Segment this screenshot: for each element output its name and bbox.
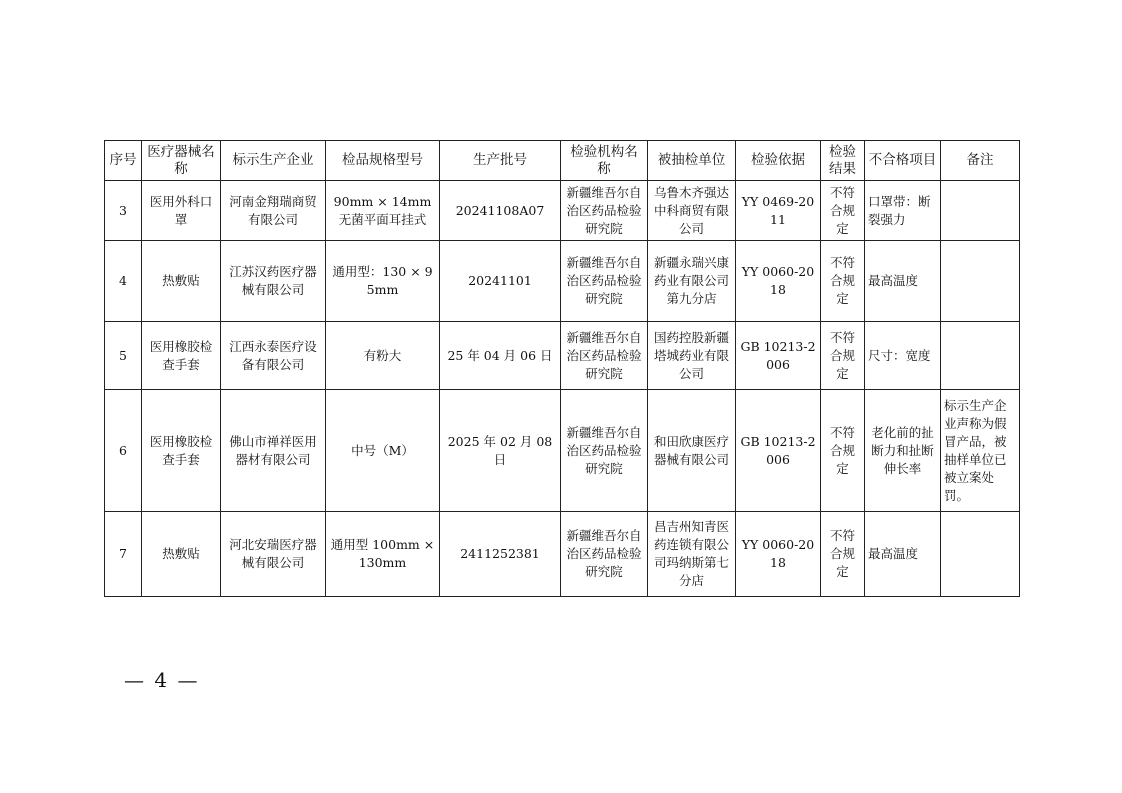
cell-remark: 标示生产企业声称为假冒产品，被抽样单位已被立案处罚。 [941, 390, 1020, 512]
cell-device-name: 热敷贴 [142, 241, 221, 322]
cell-basis: YY 0469-2011 [736, 181, 821, 241]
cell-batch: 2411252381 [440, 512, 561, 597]
cell-basis: GB 10213-2006 [736, 390, 821, 512]
cell-no: 3 [105, 181, 142, 241]
table-header-row [105, 141, 1020, 181]
cell-manufacturer: 佛山市禅祥医用器材有限公司 [221, 390, 326, 512]
header-sampled-unit: 被抽检单位 [648, 141, 736, 181]
cell-spec: 有粉大 [326, 322, 440, 390]
cell-sampled-unit: 乌鲁木齐强达中科商贸有限公司 [648, 181, 736, 241]
cell-failed-item: 老化前的扯断力和扯断伸长率 [865, 390, 941, 512]
table-row [105, 181, 1020, 241]
cell-sampled-unit: 和田欣康医疗器械有限公司 [648, 390, 736, 512]
cell-lab: 新疆维吾尔自治区药品检验研究院 [561, 241, 648, 322]
cell-no: 7 [105, 512, 142, 597]
sampling-results-table [104, 140, 1020, 597]
cell-remark [941, 512, 1020, 597]
cell-result: 不符合规定 [821, 322, 865, 390]
cell-device-name: 医用外科口罩 [142, 181, 221, 241]
cell-batch: 25 年 04 月 06 日 [440, 322, 561, 390]
cell-no: 4 [105, 241, 142, 322]
cell-failed-item: 口罩带：断裂强力 [865, 181, 941, 241]
cell-manufacturer: 河北安瑞医疗器械有限公司 [221, 512, 326, 597]
cell-failed-item: 尺寸：宽度 [865, 322, 941, 390]
header-batch: 生产批号 [440, 141, 561, 181]
cell-lab: 新疆维吾尔自治区药品检验研究院 [561, 181, 648, 241]
cell-manufacturer: 河南金翔瑞商贸有限公司 [221, 181, 326, 241]
cell-manufacturer: 江苏汉药医疗器械有限公司 [221, 241, 326, 322]
header-device-name: 医疗器械名称 [142, 141, 221, 181]
header-failed-item: 不合格项目 [865, 141, 941, 181]
cell-result: 不符合规定 [821, 390, 865, 512]
cell-lab: 新疆维吾尔自治区药品检验研究院 [561, 390, 648, 512]
cell-result: 不符合规定 [821, 512, 865, 597]
cell-no: 6 [105, 390, 142, 512]
cell-lab: 新疆维吾尔自治区药品检验研究院 [561, 322, 648, 390]
cell-spec: 通用型 100mm × 130mm [326, 512, 440, 597]
table-row [105, 512, 1020, 597]
header-remark: 备注 [941, 141, 1020, 181]
header-result: 检验结果 [821, 141, 865, 181]
cell-sampled-unit: 昌吉州知青医药连锁有限公司玛纳斯第七分店 [648, 512, 736, 597]
cell-manufacturer: 江西永泰医疗设备有限公司 [221, 322, 326, 390]
cell-basis: YY 0060-2018 [736, 512, 821, 597]
cell-remark [941, 241, 1020, 322]
header-basis: 检验依据 [736, 141, 821, 181]
cell-device-name: 医用橡胶检查手套 [142, 390, 221, 512]
cell-spec: 90mm × 14mm 无菌平面耳挂式 [326, 181, 440, 241]
cell-sampled-unit: 新疆永瑞兴康药业有限公司第九分店 [648, 241, 736, 322]
cell-remark [941, 181, 1020, 241]
cell-device-name: 医用橡胶检查手套 [142, 322, 221, 390]
cell-remark [941, 322, 1020, 390]
header-manufacturer: 标示生产企业 [221, 141, 326, 181]
cell-batch: 2025 年 02 月 08 日 [440, 390, 561, 512]
cell-sampled-unit: 国药控股新疆塔城药业有限公司 [648, 322, 736, 390]
cell-no: 5 [105, 322, 142, 390]
cell-result: 不符合规定 [821, 241, 865, 322]
header-lab: 检验机构名称 [561, 141, 648, 181]
header-spec: 检品规格型号 [326, 141, 440, 181]
cell-batch: 20241101 [440, 241, 561, 322]
table-row [105, 241, 1020, 322]
cell-device-name: 热敷贴 [142, 512, 221, 597]
cell-spec: 中号（M） [326, 390, 440, 512]
cell-lab: 新疆维吾尔自治区药品检验研究院 [561, 512, 648, 597]
table-row [105, 322, 1020, 390]
cell-basis: YY 0060-2018 [736, 241, 821, 322]
cell-result: 不符合规定 [821, 181, 865, 241]
header-no: 序号 [105, 141, 142, 181]
cell-batch: 20241108A07 [440, 181, 561, 241]
cell-spec: 通用型：130 × 95mm [326, 241, 440, 322]
page-number: — 4 — [124, 668, 200, 692]
cell-failed-item: 最高温度 [865, 241, 941, 322]
cell-failed-item: 最高温度 [865, 512, 941, 597]
table-row [105, 390, 1020, 512]
cell-basis: GB 10213-2006 [736, 322, 821, 390]
